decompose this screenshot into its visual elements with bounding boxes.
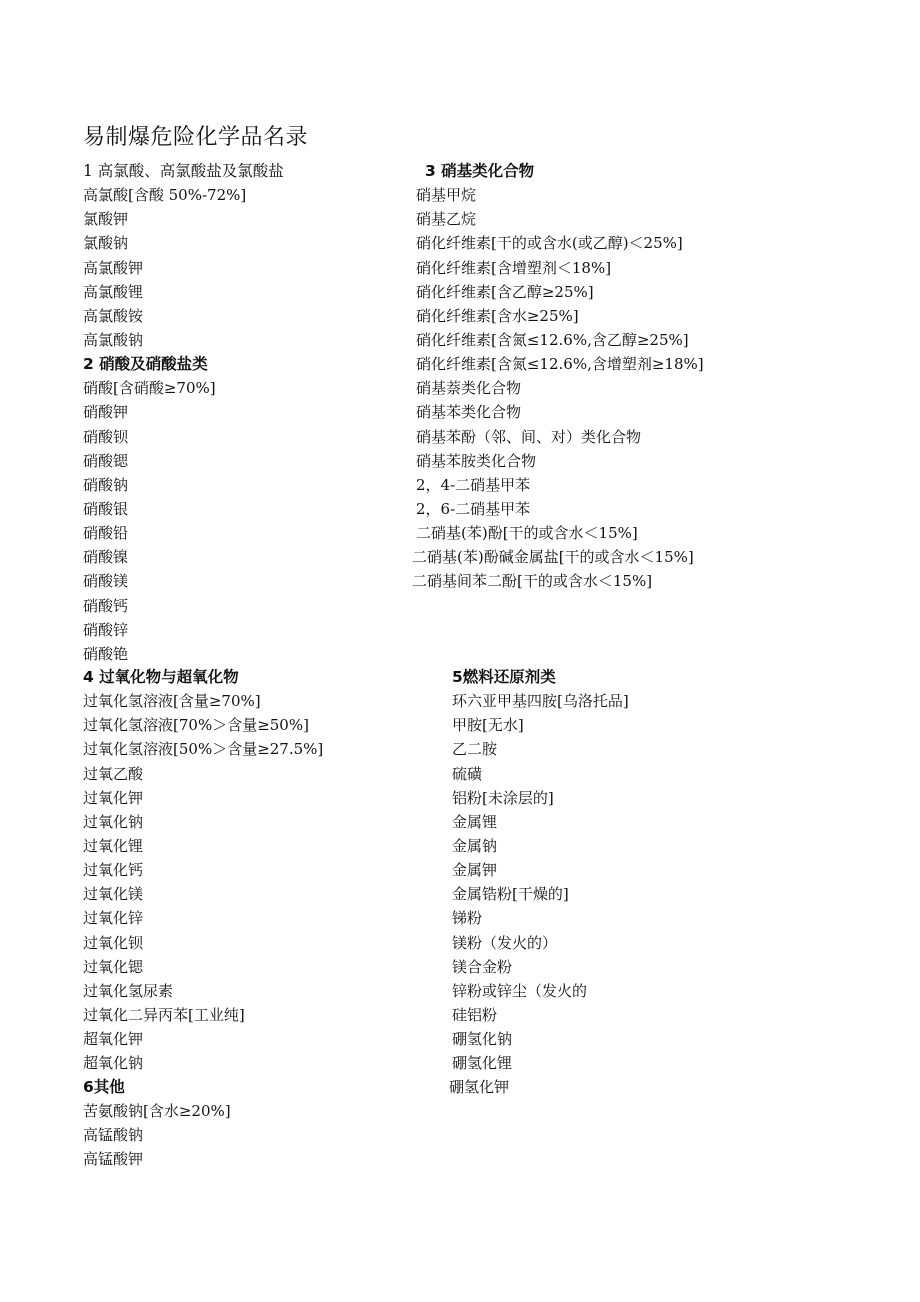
section-list-5 [449, 665, 629, 1100]
section-heading: 1 高氯酸、高氯酸盐及氯酸盐 [83, 162, 284, 180]
list-item: 过氧化钠 [83, 812, 144, 831]
list-item: 过氧化镁 [83, 885, 144, 904]
list-item: 硝酸钾 [83, 403, 129, 422]
list-item: 高氯酸锂 [83, 282, 144, 301]
section-list-4 [83, 665, 323, 1075]
list-item: 锑粉 [452, 909, 483, 928]
list-item: 过氧化锂 [83, 836, 144, 855]
list-item: 硼氢化锂 [452, 1054, 513, 1073]
list-item: 二硝基间苯二酚[干的或含水＜15%] [412, 572, 653, 591]
list-item: 锌粉或锌尘（发火的 [452, 981, 588, 1000]
list-item: 环六亚甲基四胺[乌洛托品] [452, 692, 629, 711]
list-item: 镁合金粉 [452, 957, 513, 976]
list-item: 硝酸钠 [83, 475, 129, 494]
list-item: 硝基苯类化合物 [416, 403, 522, 422]
list-item: 硝酸镁 [83, 572, 129, 591]
section-heading: 6其他 [83, 1078, 125, 1096]
list-item: 硝化纤维素[含乙醇≥25%] [416, 282, 594, 301]
list-item: 高氯酸钾 [83, 258, 144, 277]
section-list-6 [83, 1075, 231, 1172]
section-heading: 4 过氧化物与超氧化物 [83, 668, 239, 686]
list-item: 过氧化二异丙苯[工业纯] [83, 1005, 245, 1024]
list-item: 硝酸镍 [83, 548, 129, 567]
list-item: 硝化纤维素[含增塑剂＜18%] [416, 258, 612, 277]
list-item: 过氧化锶 [83, 957, 144, 976]
list-item: 高氯酸铵 [83, 306, 144, 325]
list-item: 过氧化氢溶液[50%＞含量≥27.5%] [83, 740, 324, 759]
list-item: 硝化纤维素[干的或含水(或乙醇)＜25%] [416, 234, 683, 253]
list-item: 二硝基(苯)酚碱金属盐[干的或含水＜15%] [412, 548, 694, 567]
list-item: 金属钾 [452, 861, 498, 880]
list-item: 硝酸铯 [83, 644, 129, 663]
list-item: 硝酸银 [83, 499, 129, 518]
list-item: 硅铝粉 [452, 1005, 498, 1024]
list-item: 硝基甲烷 [416, 186, 477, 205]
list-item: 硝基苯酚（邻、间、对）类化合物 [416, 427, 642, 446]
list-item: 硝酸[含硝酸≥70%] [83, 379, 216, 398]
section-list-1-2 [83, 159, 284, 666]
list-item: 硝化纤维素[含氮≤12.6%,含乙醇≥25%] [416, 330, 689, 349]
list-item: 苦氨酸钠[含水≥20%] [83, 1102, 231, 1121]
list-item: 硫磺 [452, 764, 483, 783]
list-item: 高锰酸钾 [83, 1150, 144, 1169]
list-item: 过氧化氢溶液[70%＞含量≥50%] [83, 716, 309, 735]
list-item: 硝酸铅 [83, 524, 129, 543]
list-item: 硝基乙烷 [416, 210, 477, 229]
list-item: 硝化纤维素[含氮≤12.6%,含增塑剂≥18%] [416, 355, 704, 374]
list-item: 硝酸锌 [83, 620, 129, 639]
section-heading: 2 硝酸及硝酸盐类 [83, 355, 208, 374]
list-item: 高氯酸[含酸 50%-72%] [83, 186, 247, 205]
list-item: 过氧化氢尿素 [83, 981, 174, 1000]
list-item: 二硝基(苯)酚[干的或含水＜15%] [416, 524, 638, 543]
list-item: 硝酸钙 [83, 596, 129, 615]
list-item: 过氧化钾 [83, 788, 144, 807]
list-item: 高锰酸钠 [83, 1126, 144, 1145]
list-item: 乙二胺 [452, 740, 498, 759]
list-item: 高氯酸钠 [83, 330, 144, 349]
page-title: 易制爆危险化学品名录 [83, 125, 309, 150]
list-item: 硝基萘类化合物 [416, 379, 522, 398]
section-list-3 [412, 159, 704, 594]
list-item: 金属锆粉[干燥的] [452, 885, 569, 904]
list-item: 过氧化锌 [83, 909, 144, 928]
list-item: 过氧化钡 [83, 933, 144, 952]
list-item: 金属钠 [452, 836, 498, 855]
list-item: 2，6-二硝基甲苯 [416, 499, 531, 518]
section-heading: 3 硝基类化合物 [425, 162, 535, 180]
list-item: 硼氢化钠 [452, 1030, 513, 1049]
list-item: 金属锂 [452, 812, 498, 831]
list-item: 硝化纤维素[含水≥25%] [416, 306, 579, 325]
list-item: 甲胺[无水] [452, 716, 524, 735]
list-item: 铝粉[未涂层的] [452, 788, 554, 807]
list-item: 硝酸锶 [83, 451, 129, 470]
list-item: 硝酸钡 [83, 427, 129, 446]
list-item: 过氧化氢溶液[含量≥70%] [83, 692, 261, 711]
list-item: 过氧化钙 [83, 861, 144, 880]
list-item: 氯酸钠 [83, 234, 129, 253]
list-item: 超氧化钾 [83, 1030, 144, 1049]
list-item: 超氧化钠 [83, 1054, 144, 1073]
list-item: 2，4-二硝基甲苯 [416, 475, 531, 494]
list-item: 硝基苯胺类化合物 [416, 451, 537, 470]
section-heading: 5燃料还原剂类 [452, 668, 556, 686]
list-item: 过氧乙酸 [83, 764, 144, 783]
list-item: 氯酸钾 [83, 210, 129, 229]
list-item: 硼氢化钾 [449, 1078, 510, 1097]
list-item: 镁粉（发火的） [452, 933, 558, 952]
